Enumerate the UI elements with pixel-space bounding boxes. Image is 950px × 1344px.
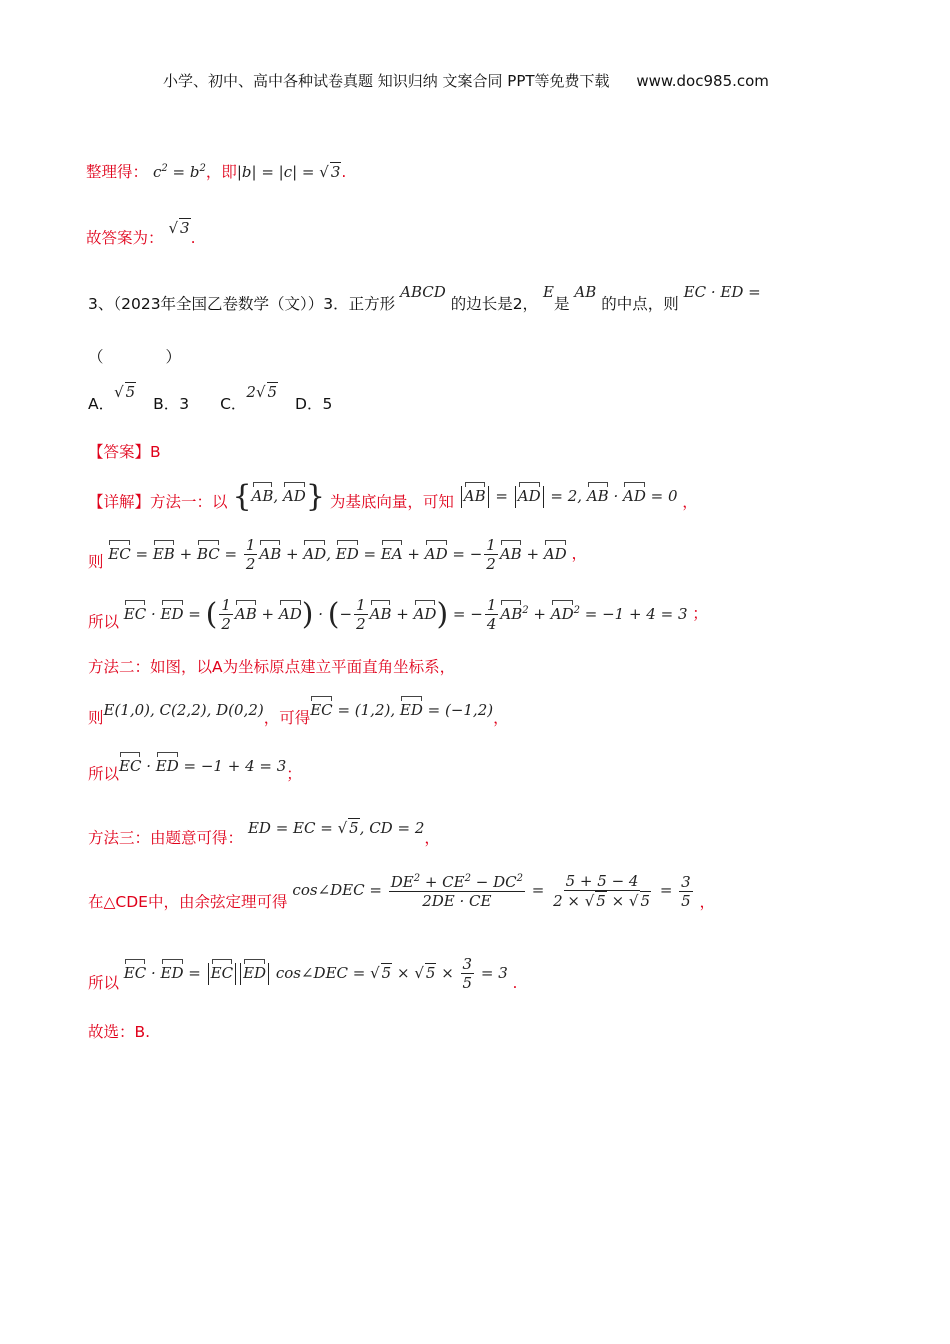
option-d: D．5 [295, 395, 333, 413]
detail-line [88, 479, 698, 518]
options-row [88, 383, 333, 414]
question-prefix: 3、（2023年全国乙卷数学（文））3．正方形 [88, 295, 396, 313]
ec-ed-decomposition: EC = EB + BC = $\frac{1}{2}$ AB + AD, ED = EA + AD = − $\frac{1}{2}$ AB + AD [108, 536, 567, 573]
step1-line [88, 536, 587, 573]
question-blank: （ ） [88, 348, 182, 366]
method3-line [88, 819, 440, 848]
reorganize-tail: . [341, 163, 347, 181]
m2-step-tail: ， [493, 709, 509, 727]
question-text-3: 的中点，则 [601, 295, 679, 313]
m3-result-tail: . [512, 973, 518, 992]
m2-result-label: 所以 [88, 765, 120, 783]
coordinates-e-c-d: E(1,0), C(2,2), D(0,2) [103, 701, 264, 719]
m2-step-mid: ，可得 [263, 709, 311, 727]
final-answer: 故选：B. [88, 1023, 151, 1041]
method2-line: 方法二：如图，以A为坐标原点建立平面直角坐标系， [88, 658, 456, 676]
method3-label: 方法三：由题意可得： [88, 829, 244, 847]
step2-tail: ； [692, 604, 708, 623]
m3-result-line [88, 955, 517, 992]
m3-result-label: 所以 [88, 973, 120, 992]
answer-label: 故答案为： [86, 229, 164, 247]
vector-ec-ed-coordinates: EC = (1,2), ED = (−1,2) [310, 701, 494, 719]
cosine-law-equation: cos∠DEC = $\frac{DE^2 + CE^2 - DC^2}{2DE \cdot CE}$ = $\frac{5 + 5 - 4}{2 \times √ 5 \times √ 5}$ = $\frac{3}{5}$ [292, 872, 691, 910]
m2-step-label: 则 [88, 709, 104, 727]
m3-dot-product-result: EC · ED = EC ED cos∠DEC = √ 5 × √ 5 × $\frac{3}{5}$ = 3 [123, 955, 513, 992]
header-title: 小学、初中、高中各种试卷真题 知识归纳 文案合同 PPT等免费下载 [163, 72, 610, 90]
answer-line [86, 219, 196, 248]
detail-tail: ， [682, 493, 698, 511]
answer-tag: 【答案】B [88, 443, 161, 461]
detail-label: 【详解】方法一：以 [88, 493, 228, 511]
reorganize-label: 整理得： [86, 163, 149, 181]
reorganize-line [86, 160, 346, 182]
point-e: E [543, 283, 554, 301]
step1-label: 则 [88, 552, 104, 571]
option-c-label: C． [220, 395, 247, 413]
m3-step-tail: ， [699, 893, 715, 911]
m2-result-tail: ； [286, 765, 302, 783]
detail-mid: 为基底向量，可知 [329, 493, 454, 511]
c-squared-equals-b-squared: $c^2 = b^2$ [152, 163, 206, 181]
m2-dot-product-result: EC · ED = −1 + 4 = 3 [119, 757, 287, 775]
page-header [163, 70, 769, 91]
sqrt-three-answer: √ 3 [168, 219, 190, 237]
step1-tail: ， [571, 544, 587, 563]
step2-label: 所以 [88, 612, 120, 631]
basis-set: {AB, AD} [232, 479, 325, 514]
m2-step-line [88, 698, 509, 727]
segment-ab: AB [574, 283, 597, 301]
reorganize-mid: ，即 [205, 163, 237, 181]
question-text-2: 是 [553, 295, 570, 313]
method3-tail: ， [424, 829, 440, 847]
dot-product-expression: EC · ED = [683, 283, 761, 301]
lengths-equation: ED = EC = √ 5, CD = 2 [247, 819, 425, 837]
answer-tail: . [190, 229, 196, 247]
abs-b-equals-abs-c-equation: |b| = |c| = √ 3 [236, 163, 341, 181]
step2-line [88, 596, 708, 633]
header-url: www.doc985.com [636, 72, 769, 90]
option-b: B．3 [153, 395, 190, 413]
m3-step-label: 在△CDE中，由余弦定理可得 [88, 893, 288, 911]
option-a-value: √ 5 [114, 383, 136, 401]
square-abcd: ABCD [400, 283, 446, 301]
basis-magnitude-equation: AB = AD = 2, AB · AD = 0 [459, 487, 682, 505]
option-c-value: 2√ 5 [246, 383, 278, 401]
question-3 [88, 283, 761, 314]
dot-product-expansion: EC · ED = ( $\frac{1}{2}$ AB + AD) · (− $\frac{1}{2}$ AB + AD) = − $\frac{1}{4}$ $AB^2 + AD^2 = -1 + 4 = 3$ [123, 596, 693, 633]
option-a-label: A． [88, 395, 115, 413]
m3-step-line [88, 872, 715, 910]
m2-result-line [88, 754, 302, 783]
question-text-1: 的边长是2， [450, 295, 539, 313]
